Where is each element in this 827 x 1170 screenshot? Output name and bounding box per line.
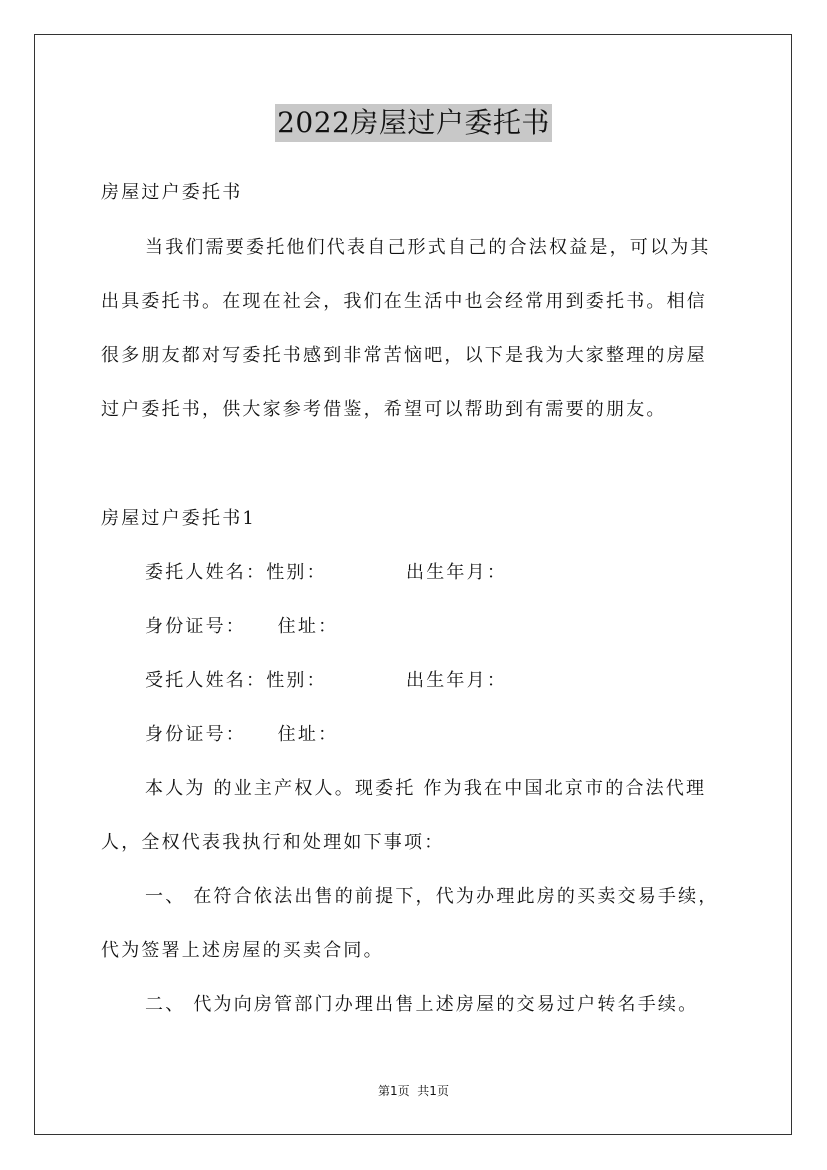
field-agent-id: 身份证号： 住址： [145, 724, 339, 745]
body-line-4: 代为签署上述房屋的买卖合同。 [101, 940, 384, 961]
body-line-2: 人，全权代表我执行和处理如下事项： [101, 832, 445, 853]
title-container [0, 104, 827, 142]
intro-line-4: 过户委托书，供大家参考借鉴，希望可以帮助到有需要的朋友。 [101, 399, 667, 420]
intro-line-1: 当我们需要委托他们代表自己形式自己的合法权益是，可以为其 [145, 237, 711, 258]
subtitle: 房屋过户委托书 [101, 182, 243, 203]
body-line-1: 本人为 的业主产权人。现委托 作为我在中国北京市的合法代理 [145, 778, 707, 799]
body-line-5: 二、 代为向房管部门办理出售上述房屋的交易过户转名手续。 [145, 994, 699, 1015]
intro-line-2: 出具委托书。在现在社会，我们在生活中也会经常用到委托书。相信 [101, 291, 707, 312]
field-principal-id: 身份证号： 住址： [145, 616, 339, 637]
field-agent-name: 受托人姓名：性别： 出生年月： [145, 670, 508, 691]
document-title: 2022房屋过户委托书 [275, 104, 552, 142]
intro-line-3: 很多朋友都对写委托书感到非常苦恼吧，以下是我为大家整理的房屋 [101, 345, 707, 366]
field-principal-name: 委托人姓名：性别： 出生年月： [145, 562, 508, 583]
section-heading: 房屋过户委托书1 [101, 508, 257, 529]
page-number: 第1页 共1页 [378, 1084, 449, 1098]
body-line-3: 一、 在符合依法出售的前提下，代为办理此房的买卖交易手续， [145, 886, 719, 907]
